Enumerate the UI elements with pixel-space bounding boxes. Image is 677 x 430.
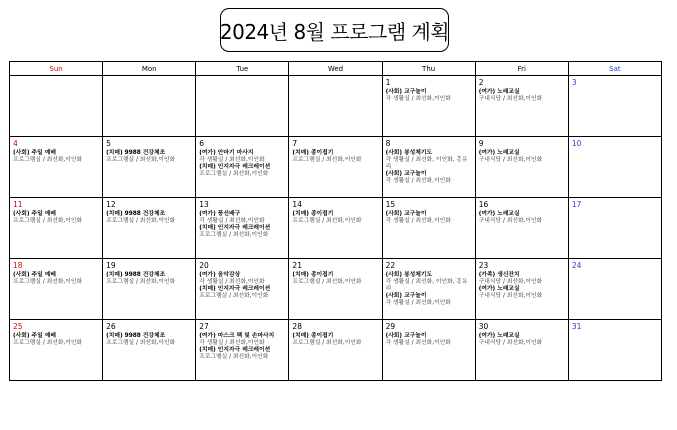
week-row (10, 259, 662, 320)
day-cell (289, 76, 382, 137)
day-cell (103, 137, 196, 198)
event-title: (치매) 인지자극 레크레이션 (199, 164, 271, 170)
weekday-tue: Tue (196, 62, 289, 76)
event-title: (치매) 9988 건강체조 (106, 211, 166, 217)
event-title: (사회) 교구놀이 (385, 293, 427, 299)
day-number: 19 (106, 261, 116, 270)
day-cell (10, 198, 103, 259)
event-title: (여가) 음악감상 (199, 272, 241, 278)
day-cell (103, 320, 196, 381)
event-detail: 프로그램실 / 최선화,이인화 (292, 157, 362, 163)
event-title: (치매) 종이접기 (292, 211, 334, 217)
day-cell (10, 76, 103, 137)
week-row (10, 137, 662, 198)
day-number: 27 (199, 322, 209, 331)
day-cell (382, 320, 475, 381)
day-number: 26 (106, 322, 116, 331)
event-title: (여가) 마스크 팩 및 손마사지 (199, 333, 275, 339)
event-detail: 구내식당 / 최선화,이인화 (478, 96, 543, 102)
event-title: (여가) 노래교실 (478, 211, 520, 217)
day-cell (568, 137, 661, 198)
calendar-body (10, 76, 662, 381)
day-number: 5 (106, 139, 111, 148)
event-detail: 프로그램실 / 최선화,이인화 (13, 218, 83, 224)
day-number: 15 (385, 200, 396, 209)
event-detail: 각 생활실 / 최선화,이인화 (199, 157, 265, 163)
day-number: 1 (385, 78, 391, 87)
event-title: (사회) 봉성체기도 (385, 272, 433, 278)
event-title: (치매) 인지자극 레크레이션 (199, 286, 271, 292)
event-title: (여가) 노래교실 (478, 150, 520, 156)
day-number: 22 (385, 261, 396, 270)
event-title: (치매) 종이접기 (292, 272, 334, 278)
day-number: 25 (13, 322, 23, 331)
day-number: 31 (571, 322, 582, 331)
day-cell (10, 137, 103, 198)
day-cell (475, 198, 568, 259)
day-cell (475, 137, 568, 198)
event-detail: 프로그램실 / 최선화,이인화 (199, 232, 269, 238)
day-cell (196, 198, 289, 259)
event-title: (치매) 9988 건강체조 (106, 333, 166, 339)
event-title: (치매) 인지자극 레크레이션 (199, 225, 271, 231)
event-title: (여가) 안마기 마사지 (199, 150, 254, 156)
day-cell (568, 76, 661, 137)
week-row (10, 320, 662, 381)
day-number: 30 (478, 322, 489, 331)
event-detail: 구내식당 / 최선화,이인화 (478, 293, 543, 299)
event-detail: 프로그램실 / 최선화,이인화 (106, 340, 176, 346)
day-number: 7 (292, 139, 298, 148)
day-cell (196, 137, 289, 198)
event-detail: 각 생활실 / 최선화,이인화 (199, 218, 265, 224)
day-cell (475, 259, 568, 320)
event-detail: 각 생활실 / 최선화, 이인화, 홍유리 (385, 279, 468, 292)
day-number: 9 (478, 139, 484, 148)
event-title: (치매) 종이접기 (292, 333, 334, 339)
day-number: 29 (385, 322, 396, 331)
day-number: 10 (571, 139, 582, 148)
day-number: 16 (478, 200, 489, 209)
event-title: (사회) 교구놀이 (385, 211, 427, 217)
event-detail: 프로그램실 / 최선화,이인화 (106, 279, 176, 285)
day-number: 24 (571, 261, 582, 270)
weekday-header-row (10, 62, 662, 76)
weekday-sun: Sun (10, 62, 103, 76)
day-number: 23 (478, 261, 489, 270)
event-detail: 프로그램실 / 최선화,이인화 (292, 279, 362, 285)
event-title: (사회) 주일 예배 (13, 211, 56, 217)
event-detail: 프로그램실 / 최선화,이인화 (106, 218, 176, 224)
day-cell (103, 259, 196, 320)
event-detail: 구내식당 / 최선화,이인화 (478, 218, 543, 224)
day-cell (568, 259, 661, 320)
day-number: 11 (13, 200, 23, 209)
calendar-table (9, 61, 662, 381)
weekday-wed: Wed (289, 62, 382, 76)
event-detail: 각 생활실 / 최선화,이인화 (385, 300, 451, 306)
day-cell (10, 320, 103, 381)
event-detail: 각 생활실 / 최선화,이인화 (385, 218, 451, 224)
event-detail: 프로그램실 / 최선화,이인화 (13, 157, 83, 163)
event-detail: 프로그램실 / 최선화,이인화 (13, 340, 83, 346)
day-cell (475, 76, 568, 137)
page-title: 2024년 8월 프로그램 계획 (219, 19, 450, 44)
day-number: 14 (292, 200, 302, 209)
day-number: 3 (571, 78, 577, 87)
event-title: (여가) 노래교실 (478, 286, 520, 292)
event-title: (치매) 9988 건강체조 (106, 150, 166, 156)
day-cell (196, 76, 289, 137)
event-title: (가족) 생신잔치 (478, 272, 520, 278)
event-detail: 프로그램실 / 최선화,이인화 (199, 171, 269, 177)
weekday-sat: Sat (568, 62, 661, 76)
day-cell (382, 137, 475, 198)
event-title: (여가) 노래교실 (478, 89, 520, 95)
weekday-thu: Thu (382, 62, 475, 76)
day-cell (196, 320, 289, 381)
event-title: (사회) 주일 예배 (13, 333, 56, 339)
day-cell (568, 320, 661, 381)
day-cell (382, 259, 475, 320)
event-detail: 각 생활실 / 최선화,이인화 (199, 279, 265, 285)
event-title: (사회) 교구놀이 (385, 171, 427, 177)
day-number: 20 (199, 261, 209, 270)
day-cell (568, 198, 661, 259)
event-detail: 구내식당 / 최선화,이인화 (478, 340, 543, 346)
event-detail: 각 생활실 / 최선화,이인화 (385, 96, 451, 102)
day-cell (289, 137, 382, 198)
day-cell (289, 259, 382, 320)
event-detail: 각 생활실 / 최선화,이인화 (385, 340, 451, 346)
event-title: (치매) 종이접기 (292, 150, 334, 156)
day-cell (196, 259, 289, 320)
day-number: 4 (13, 139, 18, 148)
event-title: (사회) 봉성체기도 (385, 150, 433, 156)
event-detail: 프로그램실 / 최선화,이인화 (199, 354, 269, 360)
day-number: 18 (13, 261, 23, 270)
week-row (10, 76, 662, 137)
day-cell (103, 76, 196, 137)
day-number: 21 (292, 261, 302, 270)
day-cell (103, 198, 196, 259)
day-cell (289, 198, 382, 259)
day-cell (382, 198, 475, 259)
event-detail: 프로그램실 / 최선화,이인화 (13, 279, 83, 285)
event-detail: 각 생활실 / 최선화,이인화 (385, 178, 451, 184)
event-title: (사회) 주일 예배 (13, 150, 56, 156)
event-title: (여가) 풍선배구 (199, 211, 241, 217)
event-detail: 구내식당 / 최선화,이인화 (478, 157, 543, 163)
day-number: 8 (385, 139, 391, 148)
day-number: 12 (106, 200, 116, 209)
event-title: (사회) 주일 예배 (13, 272, 56, 278)
day-number: 13 (199, 200, 209, 209)
day-number: 28 (292, 322, 302, 331)
title-box (220, 8, 449, 52)
event-title: (치매) 9988 건강체조 (106, 272, 166, 278)
event-detail: 프로그램실 / 최선화,이인화 (292, 340, 362, 346)
day-cell (289, 320, 382, 381)
weekday-mon: Mon (103, 62, 196, 76)
event-detail: 프로그램실 / 최선화,이인화 (106, 157, 176, 163)
event-detail: 각 생활실 / 최선화,이인화 (199, 340, 265, 346)
day-number: 17 (571, 200, 582, 209)
event-detail: 각 생활실 / 최선화, 이인화, 홍유리 (385, 157, 468, 170)
day-cell (475, 320, 568, 381)
day-cell (10, 259, 103, 320)
day-number: 2 (478, 78, 484, 87)
event-title: (치매) 인지자극 레크레이션 (199, 347, 271, 353)
week-row (10, 198, 662, 259)
day-cell (382, 76, 475, 137)
event-detail: 프로그램실 / 최선화,이인화 (292, 218, 362, 224)
event-title: (사회) 교구놀이 (385, 89, 427, 95)
event-title: (사회) 교구놀이 (385, 333, 427, 339)
weekday-fri: Fri (475, 62, 568, 76)
event-detail: 구내식당 / 최선화,이인화 (478, 279, 543, 285)
event-title: (여가) 노래교실 (478, 333, 520, 339)
day-number: 6 (199, 139, 205, 148)
event-detail: 프로그램실 / 최선화,이인화 (199, 293, 269, 299)
